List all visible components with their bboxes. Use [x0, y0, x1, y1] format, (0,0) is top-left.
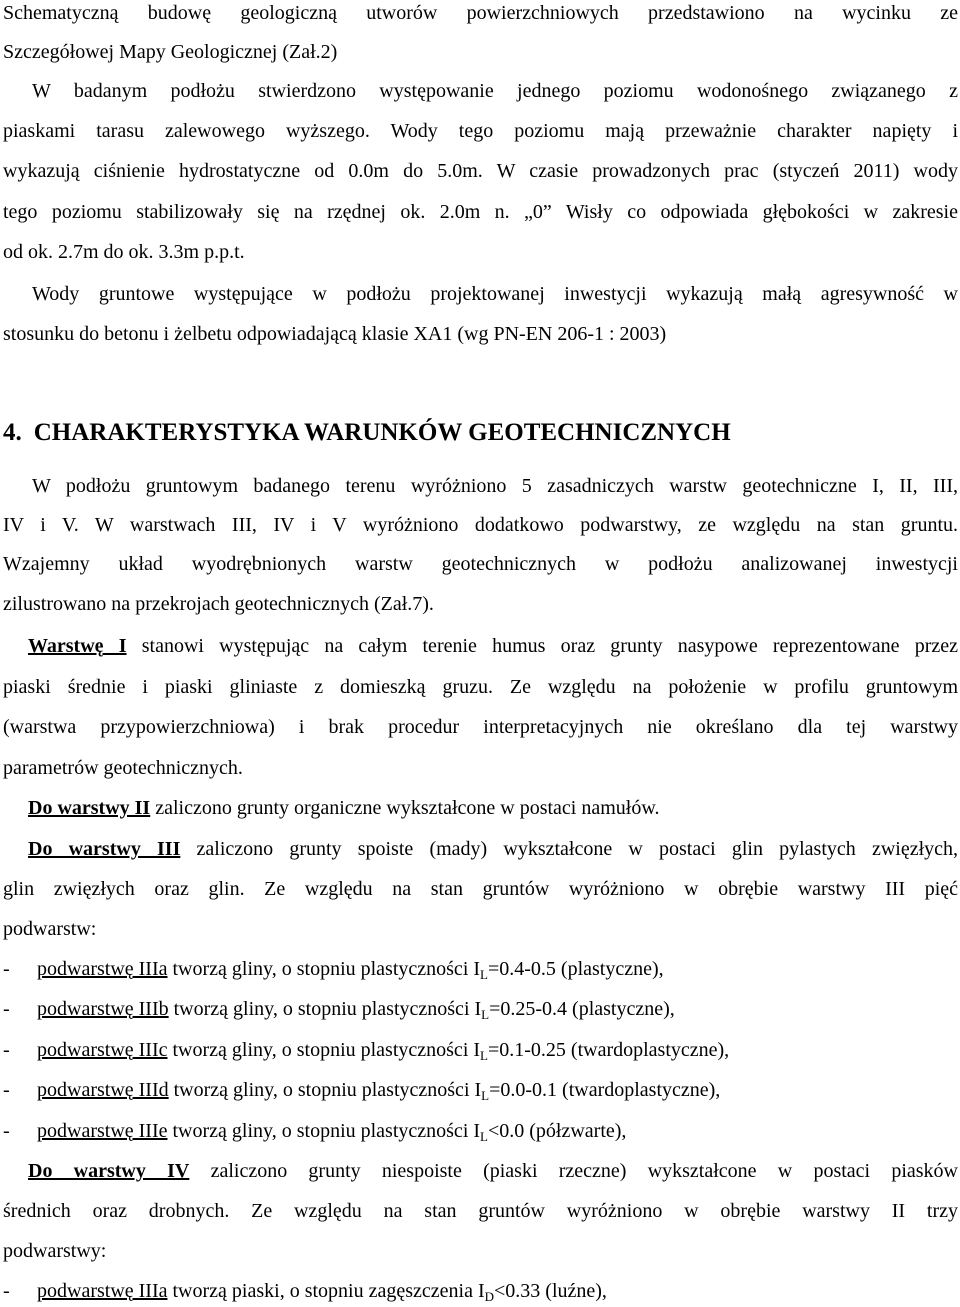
- list-item: [3, 1037, 958, 1063]
- heading-number: 4.: [3, 419, 22, 446]
- list-dash: -: [3, 1280, 10, 1302]
- paragraph-line: podwarstwy:: [3, 1240, 107, 1262]
- paragraph-line: glin zwięzłych oraz glin. Ze względu na stan gruntów wyróżniono w obrębie warstwy III pięć: [3, 878, 958, 900]
- heading-title: CHARAKTERYSTYKA WARUNKÓW GEOTECHNICZNYCH: [33, 419, 731, 446]
- paragraph-line: piaskami tarasu zalewowego wyższego. Wody tego poziomu mają przeważnie charakter napięty i: [3, 120, 958, 142]
- paragraph-line: Wzajemny układ wyodrębnionych warstw geotechnicznych w podłożu analizowanej inwestycji: [3, 553, 958, 575]
- sublayer-value: =0.1-0.25 (twardoplastyczne),: [487, 1039, 730, 1061]
- layer-1-label: Warstwę I: [28, 635, 127, 657]
- list-dash: -: [3, 998, 10, 1020]
- sublayer-value: <0.33 (luźne),: [494, 1280, 607, 1302]
- sublayer-text: tworzą gliny, o stopniu plastyczności I: [168, 998, 482, 1020]
- list-dash: -: [3, 1079, 10, 1101]
- paragraph-line: podwarstw:: [3, 918, 97, 940]
- layer-2-line: [3, 795, 960, 821]
- subscript: L: [480, 1048, 488, 1063]
- paragraph-line: IV i V. W warstwach III, IV i V wyróżniono dodatkowo podwarstwy, ze względu na stan gruntu.: [3, 514, 958, 536]
- list-item: [3, 1278, 958, 1304]
- section-heading: [3, 418, 958, 448]
- list-item: [3, 1118, 958, 1144]
- paragraph-line: wykazują ciśnienie hydrostatyczne od 0.0m do 5.0m. W czasie prowadzonych prac (styczeń 2011) wody: [3, 160, 958, 182]
- layer-2-text: zaliczono grunty organiczne wykształcone w postaci namułów.: [150, 797, 660, 819]
- sublayer-value: =0.4-0.5 (plastyczne),: [487, 958, 664, 980]
- layer-2-label: Do warstwy II: [28, 797, 151, 819]
- paragraph-line: Wody gruntowe występujące w podłożu projektowanej inwestycji wykazują małą agresywność w: [32, 283, 958, 305]
- layer-3-text: zaliczono grunty spoiste (mady) wykształcone w postaci glin pylastych zwięzłych,: [180, 838, 959, 860]
- paragraph-line: W podłożu gruntowym badanego terenu wyróżniono 5 zasadniczych warstw geotechniczne I, II, III,: [32, 475, 958, 497]
- layer-4-text: zaliczono grunty niespoiste (piaski rzeczne) wykształcone w postaci piasków: [189, 1160, 958, 1182]
- layer-1-text: stanowi występując na całym terenie humus oraz grunty nasypowe reprezentowane przez: [126, 635, 958, 657]
- subscript: D: [484, 1289, 494, 1304]
- layer-3-line: [3, 836, 958, 862]
- paragraph-line: piaski średnie i piaski gliniaste z domieszką gruzu. Ze względu na położenie w profilu gruntowym: [3, 676, 958, 698]
- sublayer-label: podwarstwę IIIe: [37, 1120, 168, 1142]
- subscript: L: [480, 967, 488, 982]
- paragraph-line: Schematyczną budowę geologiczną utworów powierzchniowych przedstawiono na wycinku ze: [3, 2, 958, 24]
- paragraph-line: (warstwa przypowierzchniowa) i brak procedur interpretacyjnych nie określano dla tej warstwy: [3, 716, 958, 738]
- subscript: L: [481, 1007, 490, 1022]
- layer-1-line: [3, 633, 958, 659]
- sublayer-text: tworzą piaski, o stopniu zagęszczenia I: [167, 1280, 485, 1302]
- paragraph-line: stosunku do betonu i żelbetu odpowiadającą klasie XA1 (wg PN-EN 206-1 : 2003): [3, 323, 667, 345]
- sublayer-value: <0.0 (półzwarte),: [487, 1120, 627, 1142]
- sublayer-label: podwarstwę IIIa: [37, 1280, 168, 1302]
- list-dash: -: [3, 1120, 10, 1142]
- sublayer-value: =0.25-0.4 (plastyczne),: [489, 998, 675, 1020]
- subscript: L: [480, 1129, 488, 1144]
- paragraph-line: tego poziomu stabilizowały się na rzędnej ok. 2.0m n. „0” Wisły co odpowiada głębokości w zakresie: [3, 201, 958, 223]
- sublayer-text: tworzą gliny, o stopniu plastyczności I: [167, 1039, 481, 1061]
- list-dash: -: [3, 958, 10, 980]
- subscript: L: [481, 1088, 490, 1103]
- sublayer-text: tworzą gliny, o stopniu plastyczności I: [167, 958, 481, 980]
- paragraph-line: zilustrowano na przekrojach geotechnicznych (Zał.7).: [3, 593, 434, 615]
- sublayer-label: podwarstwę IIIb: [37, 998, 169, 1020]
- list-item: [3, 996, 958, 1022]
- sublayer-label: podwarstwę IIIa: [37, 958, 168, 980]
- sublayer-label: podwarstwę IIId: [37, 1079, 169, 1101]
- paragraph-line: średnich oraz drobnych. Ze względu na stan gruntów wyróżniono w obrębie warstwy II trzy: [3, 1200, 958, 1222]
- list-item: [3, 1077, 958, 1103]
- sublayer-text: tworzą gliny, o stopniu plastyczności I: [168, 1079, 482, 1101]
- paragraph-line: od ok. 2.7m do ok. 3.3m p.p.t.: [3, 241, 245, 263]
- paragraph-line: W badanym podłożu stwierdzono występowanie jednego poziomu wodonośnego związanego z: [32, 80, 958, 102]
- layer-4-line: [3, 1158, 958, 1184]
- sublayer-label: podwarstwę IIIc: [37, 1039, 168, 1061]
- list-item: [3, 956, 958, 982]
- sublayer-text: tworzą gliny, o stopniu plastyczności I: [167, 1120, 481, 1142]
- list-dash: -: [3, 1039, 10, 1061]
- layer-3-label: Do warstwy III: [28, 838, 181, 860]
- paragraph-line: parametrów geotechnicznych.: [3, 757, 243, 779]
- paragraph-line: Szczegółowej Mapy Geologicznej (Zał.2): [3, 41, 338, 63]
- sublayer-value: =0.0-0.1 (twardoplastyczne),: [489, 1079, 721, 1101]
- layer-4-label: Do warstwy IV: [28, 1160, 190, 1182]
